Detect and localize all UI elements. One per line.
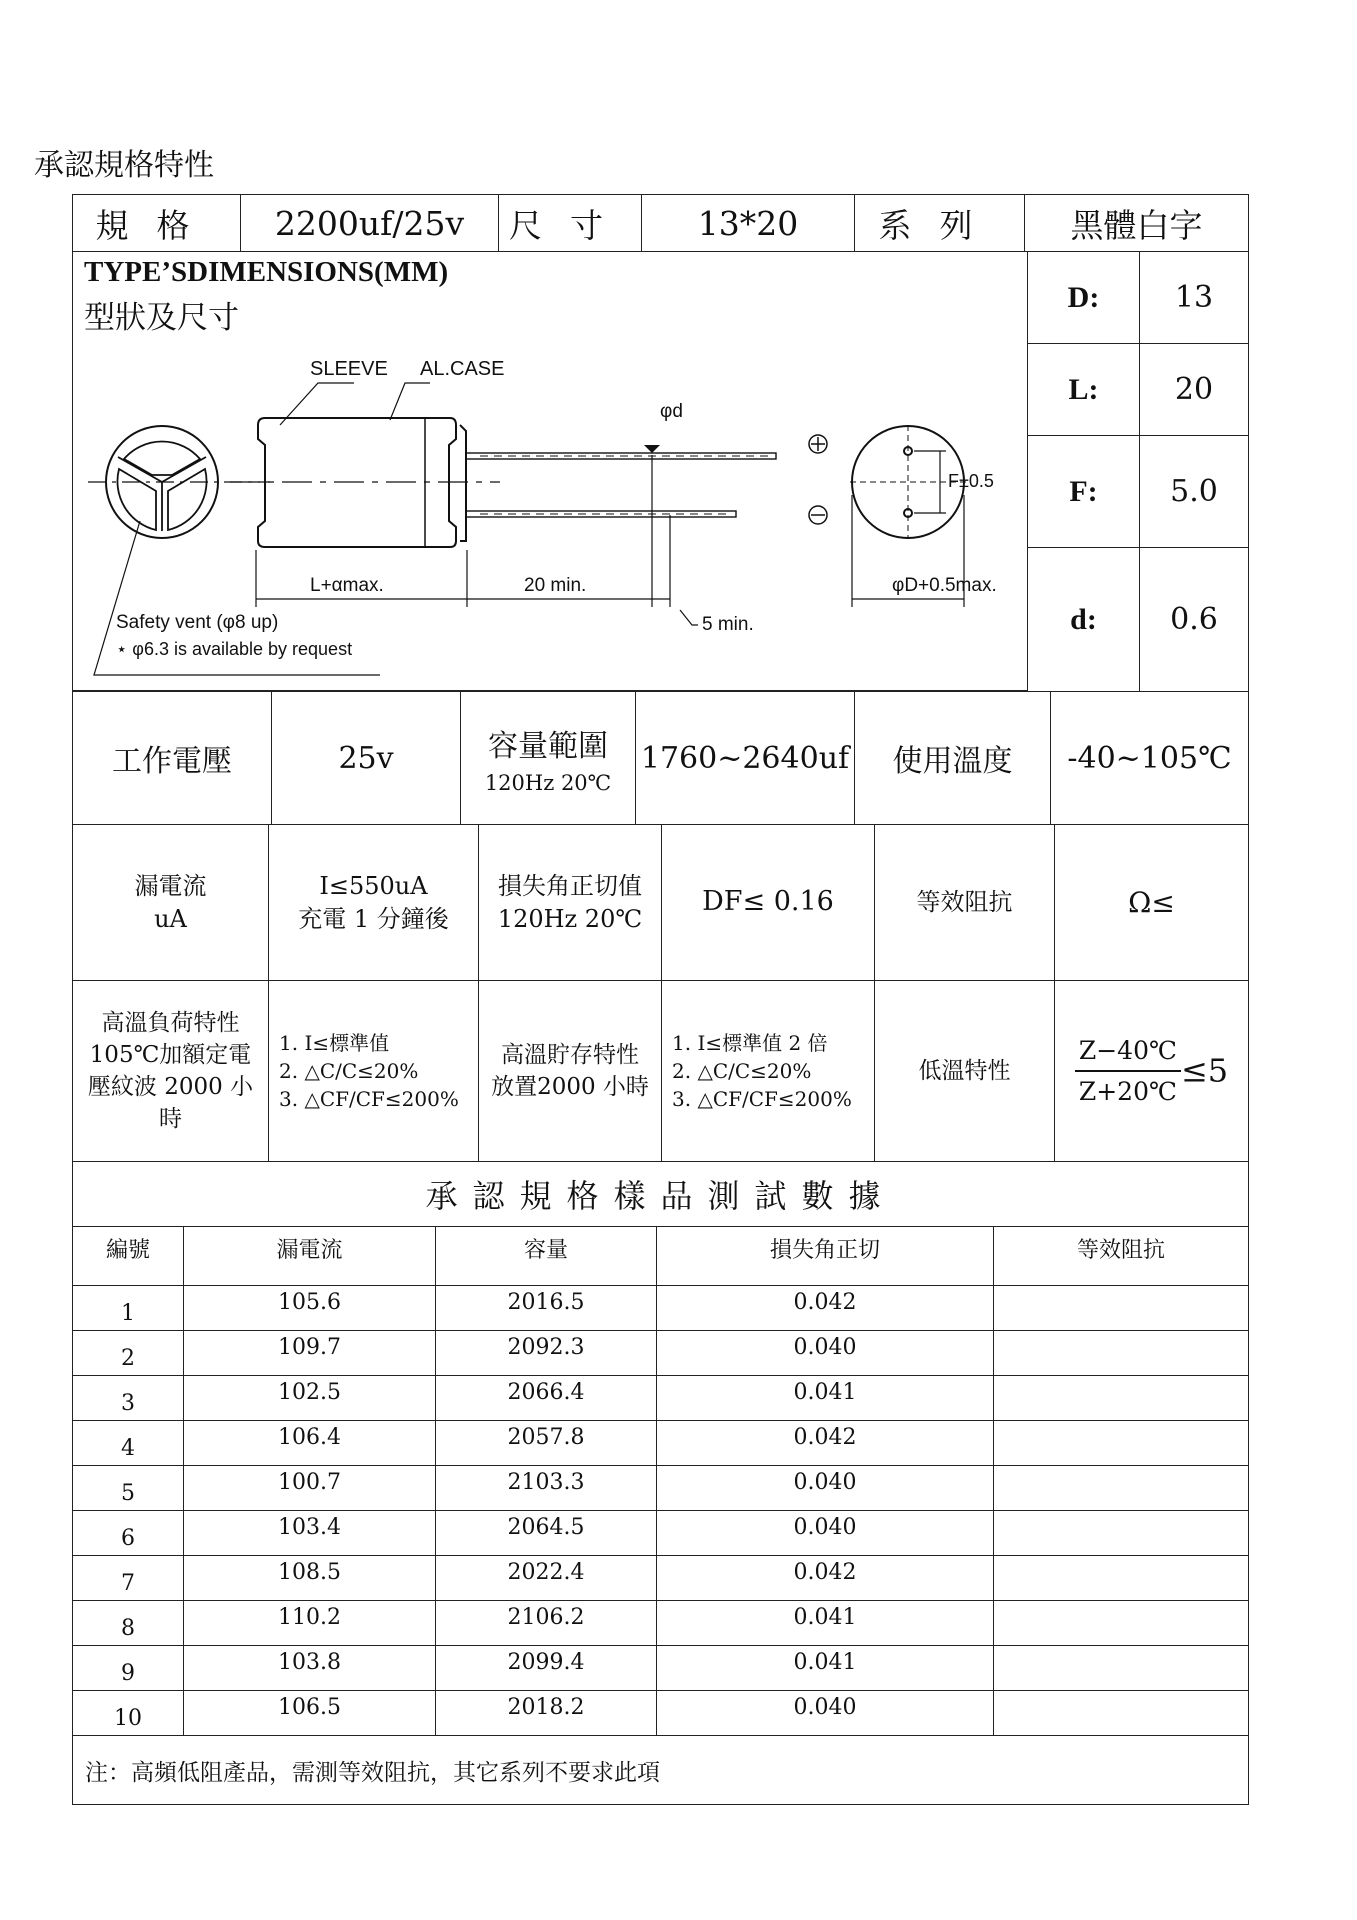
table-row (73, 1466, 1249, 1511)
series-label: 系列 (855, 195, 1025, 252)
cell-capacitance: 2066.4 (436, 1376, 657, 1421)
cell-df: 0.042 (657, 1286, 994, 1331)
high-temp-load-label (73, 981, 269, 1162)
ratio-denominator: Z+20℃ (1078, 1077, 1177, 1106)
capacitance-condition: 120Hz 20℃ (484, 771, 612, 795)
load-line: 105℃加額定電 (89, 1041, 252, 1068)
impedance-ratio (1075, 1033, 1181, 1109)
cell-leakage: 105.6 (184, 1286, 436, 1331)
cell-leakage: 103.4 (184, 1511, 436, 1556)
voltage-value: 25v (272, 692, 461, 825)
size-label: 尺寸 (499, 195, 642, 252)
size-value: 13*20 (642, 195, 855, 252)
dimension-values-table (1027, 251, 1249, 692)
cell-leakage: 108.5 (184, 1556, 436, 1601)
load-line: 壓紋波 2000 小 (87, 1074, 254, 1100)
leakage-value-cell (269, 825, 479, 981)
high-temp-storage-criteria (662, 981, 875, 1162)
series-value: 黑體白字 (1025, 195, 1249, 252)
document-title: 承認規格特性 (34, 148, 214, 183)
cell-esr (994, 1646, 1249, 1691)
ratio-limit: ≤5 (1180, 1051, 1229, 1090)
cell-df: 0.041 (657, 1376, 994, 1421)
footer-note: 注：高頻低阻產品，需測等效阻抗，其它系列不要求此項 (73, 1736, 1249, 1805)
leakage-condition: 充電 1 分鐘後 (298, 904, 449, 933)
label-safety-vent: Safety vent (φ8 up) (116, 612, 279, 633)
cell-capacitance: 2016.5 (436, 1286, 657, 1331)
capacitance-value: 1760~2640uf (636, 692, 855, 825)
high-temp-storage-label (479, 981, 662, 1162)
cell-capacitance: 2022.4 (436, 1556, 657, 1601)
cell-df: 0.041 (657, 1646, 994, 1691)
cell-df: 0.041 (657, 1601, 994, 1646)
cell-df: 0.040 (657, 1511, 994, 1556)
leakage-label: 漏電流 (134, 872, 207, 901)
cell-df: 0.042 (657, 1421, 994, 1466)
storage-line: 放置2000 小時 (491, 1074, 649, 1100)
cell-df: 0.040 (657, 1466, 994, 1511)
df-value: DF≤ 0.16 (662, 825, 875, 981)
df-label-cell (479, 825, 662, 981)
table-row (73, 1511, 1249, 1556)
dimensions-title-zh: 型狀及尺寸 (84, 300, 239, 336)
table-row (73, 1421, 1249, 1466)
temperature-value: -40~105℃ (1051, 692, 1249, 825)
cell-no: 10 (73, 1691, 184, 1736)
sample-test-data-table (72, 1161, 1249, 1805)
cell-esr (994, 1421, 1249, 1466)
table-row (73, 1556, 1249, 1601)
cell-leakage: 102.5 (184, 1376, 436, 1421)
table-row (73, 1601, 1249, 1646)
df-label: 損失角正切值 (498, 872, 642, 901)
label-20-min: 20 min. (524, 575, 587, 596)
dim-value-d-diameter: 13 (1140, 252, 1249, 344)
impedance-ratio-cell (1055, 981, 1249, 1162)
label-availability-note: ⋆ φ6.3 is available by request (116, 639, 353, 659)
cell-df: 0.042 (657, 1556, 994, 1601)
cell-no: 3 (73, 1376, 184, 1421)
cell-leakage: 100.7 (184, 1466, 436, 1511)
label-phi-d: φd (660, 401, 683, 422)
cell-esr (994, 1286, 1249, 1331)
cell-no: 1 (73, 1286, 184, 1331)
cell-capacitance: 2018.2 (436, 1691, 657, 1736)
leakage-label-cell (73, 825, 269, 981)
column-header: 編號 (73, 1227, 184, 1286)
cell-capacitance: 2103.3 (436, 1466, 657, 1511)
table-row (73, 1331, 1249, 1376)
cell-df: 0.040 (657, 1331, 994, 1376)
electrical-spec-row-1 (72, 691, 1249, 825)
cell-leakage: 106.4 (184, 1421, 436, 1466)
spec-value: 2200uf/25v (241, 195, 499, 252)
dim-key-f: F: (1028, 436, 1140, 548)
cell-df: 0.040 (657, 1691, 994, 1736)
esr-label: 等效阻抗 (875, 825, 1055, 981)
cell-esr (994, 1556, 1249, 1601)
cell-capacitance: 2099.4 (436, 1646, 657, 1691)
temperature-label: 使用溫度 (855, 692, 1051, 825)
low-temp-label: 低溫特性 (875, 981, 1055, 1162)
leakage-unit: uA (154, 904, 187, 933)
capacitor-dimension-drawing (80, 345, 1020, 685)
storage-criterion: 1. I≤標準值 2 倍 (672, 1031, 828, 1055)
table-row (73, 1691, 1249, 1736)
cell-no: 2 (73, 1331, 184, 1376)
cell-esr (994, 1376, 1249, 1421)
load-criterion: 1. I≤標準值 (279, 1031, 390, 1055)
label-f-tolerance: F±0.5 (948, 471, 994, 491)
table-row (73, 1646, 1249, 1691)
capacitance-label: 容量範圍 (488, 729, 608, 764)
label-sleeve: SLEEVE (310, 358, 388, 380)
cell-no: 5 (73, 1466, 184, 1511)
cell-leakage: 110.2 (184, 1601, 436, 1646)
dim-value-f: 5.0 (1140, 436, 1249, 548)
cell-capacitance: 2106.2 (436, 1601, 657, 1646)
load-criterion: 3. △CF/CF≤200% (279, 1087, 459, 1111)
capacitance-range-cell (461, 692, 636, 825)
cell-leakage: 103.8 (184, 1646, 436, 1691)
spec-header-table (72, 194, 1249, 252)
cell-capacitance: 2057.8 (436, 1421, 657, 1466)
column-header: 漏電流 (184, 1227, 436, 1286)
cell-no: 6 (73, 1511, 184, 1556)
dim-key-d-lead: d: (1028, 548, 1140, 692)
column-header: 損失角正切 (657, 1227, 994, 1286)
load-criterion: 2. △C/C≤20% (279, 1059, 419, 1083)
cell-capacitance: 2064.5 (436, 1511, 657, 1556)
dim-value-l: 20 (1140, 344, 1249, 436)
label-diameter-max: φD+0.5max. (892, 575, 997, 596)
column-header: 容量 (436, 1227, 657, 1286)
leakage-value: I≤550uA (319, 872, 428, 901)
label-5-min: 5 min. (702, 614, 754, 635)
high-temp-load-criteria (269, 981, 479, 1162)
spec-label: 規格 (73, 195, 241, 252)
dim-key-l: L: (1028, 344, 1140, 436)
cell-esr (994, 1511, 1249, 1556)
storage-criterion: 2. △C/C≤20% (672, 1059, 812, 1083)
dim-key-d-diameter: D: (1028, 252, 1140, 344)
dimensions-title-en: TYPE’SDIMENSIONS(MM) (84, 256, 449, 288)
cell-capacitance: 2092.3 (436, 1331, 657, 1376)
electrical-spec-row-2 (72, 824, 1249, 981)
cell-no: 7 (73, 1556, 184, 1601)
load-line: 時 (159, 1106, 182, 1133)
load-line: 高溫負荷特性 (101, 1009, 240, 1036)
column-header: 等效阻抗 (994, 1227, 1249, 1286)
storage-line: 高溫貯存特性 (501, 1041, 639, 1068)
cell-esr (994, 1691, 1249, 1736)
ratio-numerator: Z−40℃ (1075, 1033, 1181, 1072)
cell-leakage: 109.7 (184, 1331, 436, 1376)
table-row (73, 1376, 1249, 1421)
cell-no: 4 (73, 1421, 184, 1466)
cell-no: 9 (73, 1646, 184, 1691)
reliability-spec-row (72, 980, 1249, 1162)
storage-criterion: 3. △CF/CF≤200% (672, 1087, 852, 1111)
cell-no: 8 (73, 1601, 184, 1646)
voltage-label: 工作電壓 (73, 692, 272, 825)
cell-esr (994, 1466, 1249, 1511)
safety-vent-icon (117, 441, 206, 531)
cell-leakage: 106.5 (184, 1691, 436, 1736)
df-condition: 120Hz 20℃ (497, 904, 643, 933)
cell-esr (994, 1331, 1249, 1376)
label-length: L+αmax. (310, 575, 384, 596)
cell-esr (994, 1601, 1249, 1646)
dim-value-d-lead: 0.6 (1140, 548, 1249, 692)
label-al-case: AL.CASE (420, 358, 505, 380)
table-row (73, 1286, 1249, 1331)
test-data-banner: 承認規格樣品測試數據 (73, 1162, 1249, 1227)
esr-value: Ω≤ (1055, 825, 1249, 981)
